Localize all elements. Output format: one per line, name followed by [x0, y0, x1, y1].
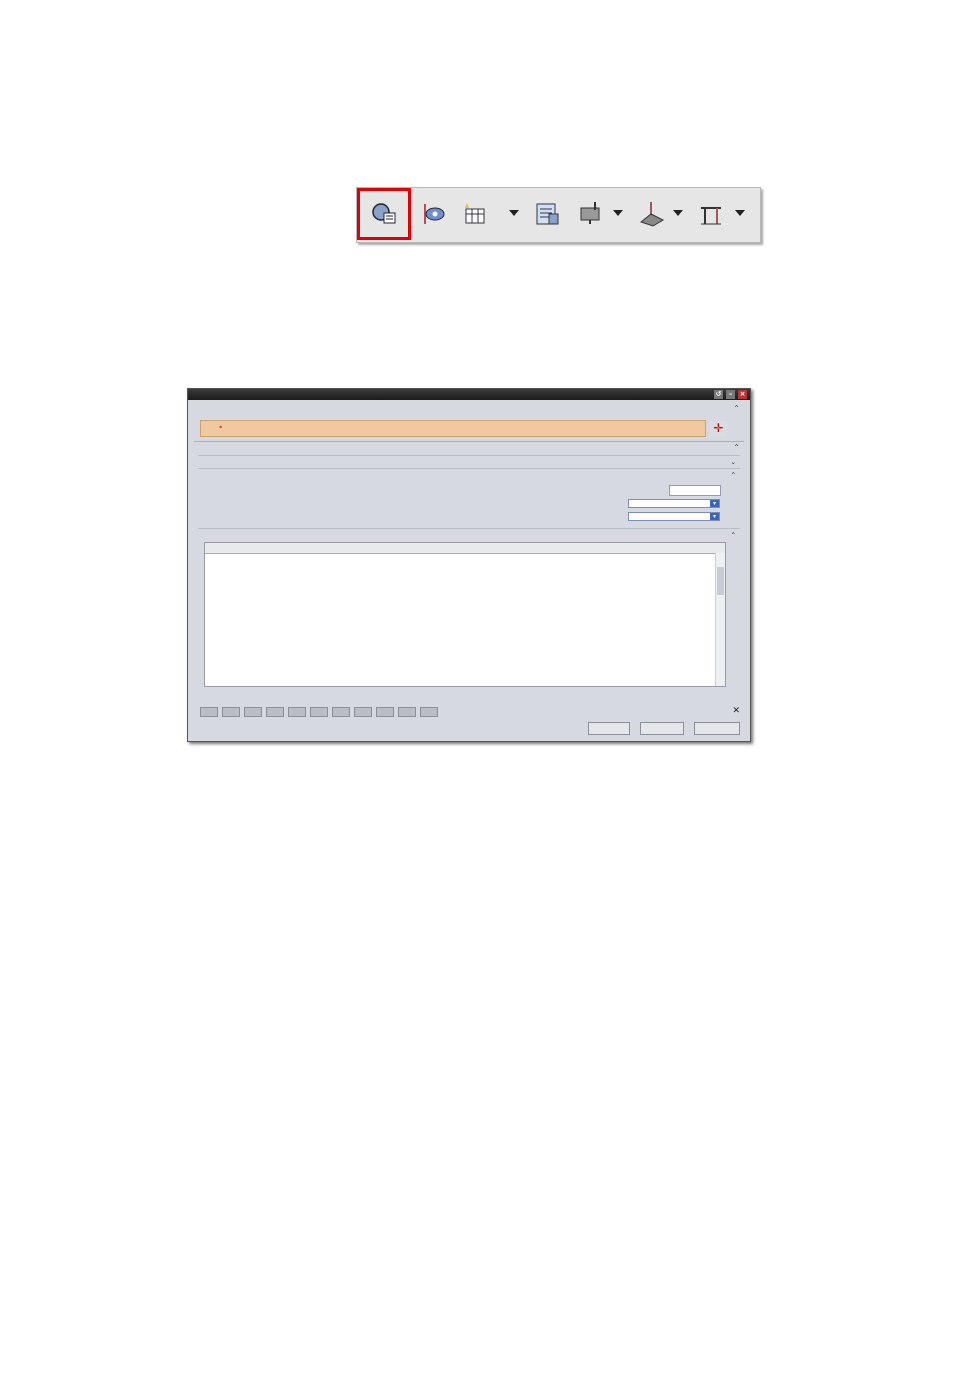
materials-row [198, 528, 740, 541]
chevron-down-icon: ▾ [710, 513, 719, 520]
copy-material-icon[interactable] [222, 707, 240, 717]
simulation-object-icon[interactable] [697, 200, 725, 228]
refresh-icon[interactable] [376, 707, 394, 717]
ok-button[interactable] [588, 722, 630, 735]
materials-label [198, 531, 204, 539]
required-star-icon: * [219, 424, 223, 432]
filters-row[interactable] [198, 468, 740, 481]
filters-label [198, 471, 204, 479]
chevron-down-icon[interactable] [509, 210, 519, 216]
solver-icon[interactable] [533, 200, 561, 228]
select-body-field[interactable] [200, 420, 724, 437]
import-icon[interactable] [332, 707, 350, 717]
info-icon[interactable] [354, 707, 372, 717]
chevron-down-icon: ▾ [710, 500, 719, 507]
name-filter-input[interactable] [669, 485, 721, 496]
chevron-down-icon[interactable] [735, 210, 745, 216]
chevron-down-icon[interactable]: ⌄ [730, 458, 736, 466]
export-icon[interactable] [310, 707, 328, 717]
apply-button[interactable] [640, 722, 684, 735]
delete-icon[interactable] [420, 707, 438, 717]
table-view-icon[interactable] [398, 707, 416, 717]
location-label [198, 458, 204, 466]
cancel-button[interactable] [694, 722, 740, 735]
table-header [205, 543, 725, 554]
category-label [198, 499, 204, 507]
chevron-down-icon[interactable] [673, 210, 683, 216]
vertical-scrollbar[interactable] [715, 553, 725, 686]
minimize-icon[interactable]: – [726, 390, 735, 399]
close-x-icon[interactable]: ✕ [732, 706, 740, 716]
scrollbar-thumb[interactable] [717, 567, 724, 595]
category-dropdown[interactable] [628, 499, 720, 508]
reset-icon[interactable]: ↺ [715, 390, 722, 398]
constraint-icon[interactable] [637, 200, 665, 228]
new-material-icon[interactable] [200, 707, 218, 717]
assign-material-dialog [187, 388, 751, 742]
chevron-up-icon[interactable]: ⌃ [730, 471, 736, 479]
dialog-titlebar [188, 389, 750, 400]
type-label [198, 512, 204, 520]
inspect-material-icon[interactable] [244, 707, 262, 717]
dialog-action-icons [200, 707, 726, 718]
crosshair-icon[interactable]: ✛ [710, 421, 727, 436]
physical-properties-icon[interactable] [419, 200, 447, 228]
close-icon[interactable]: × [739, 390, 746, 398]
load-icon[interactable] [577, 200, 605, 228]
name-label [198, 486, 204, 494]
location-row[interactable] [198, 455, 740, 468]
chevron-down-icon[interactable] [613, 210, 623, 216]
load-library-icon[interactable] [288, 707, 306, 717]
edit-material-icon[interactable] [266, 707, 284, 717]
materials-table[interactable] [204, 542, 726, 687]
chevron-up-icon[interactable]: ⌃ [733, 443, 740, 452]
name-filter-row [198, 484, 740, 496]
type-dropdown[interactable] [628, 512, 720, 521]
advanced-simulation-toolbar [356, 187, 761, 243]
modeling-objects-icon[interactable] [461, 200, 489, 228]
chevron-up-icon[interactable]: ⌃ [730, 531, 736, 539]
material-properties-icon[interactable] [370, 200, 398, 228]
chevron-up-icon[interactable]: ⌃ [733, 404, 740, 413]
